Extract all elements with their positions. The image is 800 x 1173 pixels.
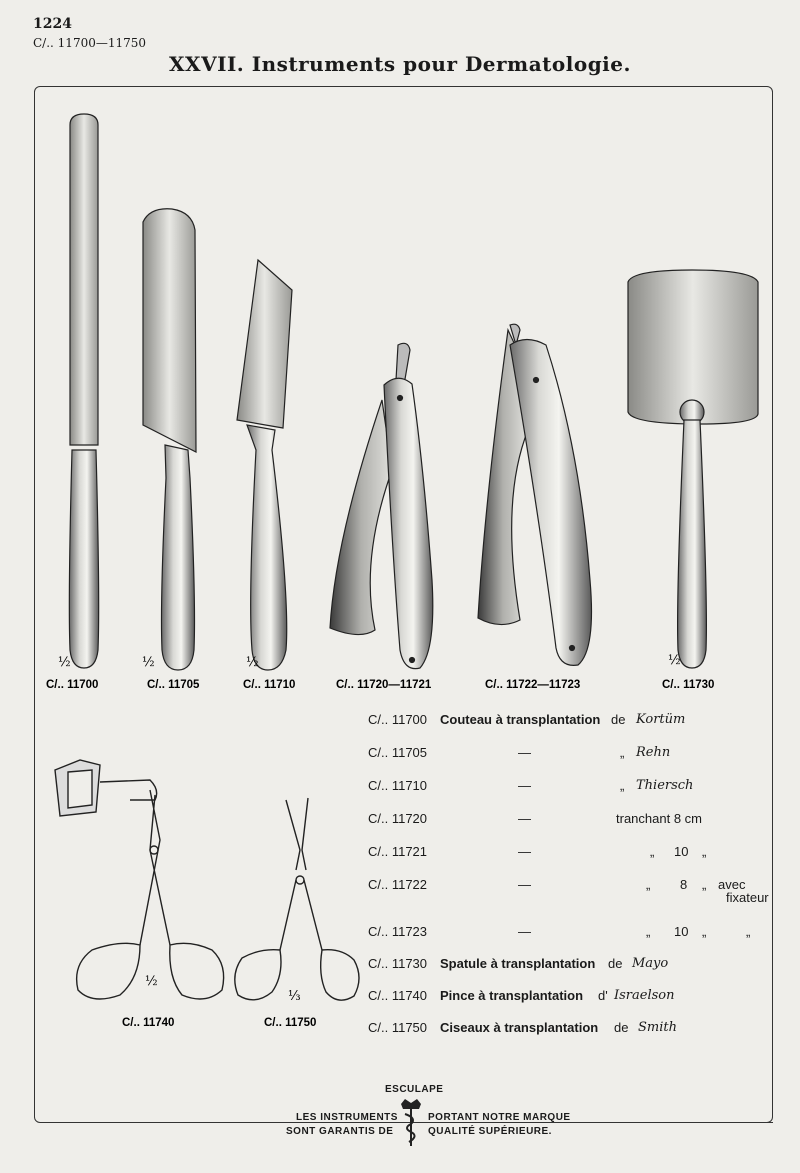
item-size: 10 (674, 924, 689, 939)
item-code: C/.. 11722 (368, 877, 428, 892)
figure-label: C/.. 11730 (662, 679, 715, 691)
scale-label: ½ (142, 655, 155, 670)
item-extra: fixateur (726, 890, 769, 905)
item-preposition: de (611, 712, 626, 727)
figure-labels (46, 653, 714, 1029)
item-dash: — (518, 877, 531, 892)
guarantee-right-line1: PORTANT NOTRE MARQUE (428, 1112, 571, 1123)
item-name: Smith (638, 1020, 677, 1035)
item-preposition: de (608, 956, 623, 971)
item-extra: avec (718, 877, 746, 892)
footer-guarantee (0, 1078, 800, 1148)
figure-label: C/.. 11700 (46, 679, 99, 691)
item-preposition: d' (598, 988, 608, 1003)
brand-name: ESCULAPE (385, 1084, 444, 1095)
item-code: C/.. 11730 (368, 956, 428, 971)
ditto-mark: „ (702, 844, 707, 859)
item-code: C/.. 11723 (368, 924, 428, 939)
item-description: Spatule à transplantation (440, 956, 596, 971)
ditto-mark: „ (650, 844, 655, 859)
item-description: Ciseaux à transplantation (440, 1020, 599, 1035)
scale-label: ⅓ (288, 989, 301, 1004)
page-number: 1224 (33, 16, 72, 32)
knife-11705-drawing (143, 209, 196, 670)
ditto-mark: „ (746, 924, 751, 939)
figure-label: C/.. 11710 (243, 679, 296, 691)
page-range: C/.. 11700—11750 (33, 36, 147, 50)
item-code: C/.. 11721 (368, 844, 428, 859)
figure-label: C/.. 11722—11723 (485, 679, 581, 691)
item-description: Pince à transplantation (440, 988, 584, 1003)
scale-label: ½ (145, 974, 158, 989)
spatula-11730-drawing (628, 270, 758, 668)
figure-label: C/.. 11705 (147, 679, 200, 691)
ditto-mark: „ (620, 778, 625, 793)
knife-11710-drawing (237, 260, 292, 670)
knife-11700-drawing (69, 114, 98, 668)
scale-label: ½ (668, 653, 681, 668)
ditto-mark: „ (646, 877, 651, 892)
item-code: C/.. 11740 (368, 988, 428, 1003)
razor-11720-drawing (330, 343, 433, 668)
item-preposition: de (614, 1020, 629, 1035)
razor-11722-drawing (478, 324, 592, 665)
figure-label: C/.. 11740 (122, 1017, 175, 1029)
item-name: Israelson (614, 988, 675, 1003)
item-dash: — (518, 924, 531, 939)
item-code: C/.. 11705 (368, 745, 428, 760)
ditto-mark: „ (702, 877, 707, 892)
ditto-mark: „ (620, 745, 625, 760)
ditto-mark: „ (702, 924, 707, 939)
item-name: Rehn (636, 745, 671, 760)
guarantee-left-line2: SONT GARANTIS DE (286, 1126, 394, 1137)
scissors-11750-drawing (235, 798, 359, 1000)
item-spec: tranchant 8 cm (616, 811, 702, 826)
ditto-mark: „ (646, 924, 651, 939)
item-name: Kortüm (636, 712, 686, 727)
item-code: C/.. 11750 (368, 1020, 428, 1035)
item-code: C/.. 11720 (368, 811, 428, 826)
scale-label: ½ (246, 655, 259, 670)
item-dash: — (518, 745, 531, 760)
scale-label: ½ (58, 655, 71, 670)
item-dash: — (518, 778, 531, 793)
item-size: 8 (680, 877, 688, 892)
item-dash: — (518, 811, 531, 826)
figure-label: C/.. 11750 (264, 1017, 317, 1029)
item-size: 10 (674, 844, 689, 859)
page-title: XXVII. Instruments pour Dermatologie. (169, 52, 631, 76)
guarantee-left-line1: LES INSTRUMENTS (296, 1112, 398, 1123)
item-name: Mayo (632, 956, 669, 971)
guarantee-right-line2: QUALITÉ SUPÉRIEURE. (428, 1126, 552, 1137)
item-dash: — (518, 844, 531, 859)
footer-rule-right (545, 1122, 773, 1123)
forceps-11740-drawing (55, 760, 224, 999)
figure-label: C/.. 11720—11721 (336, 679, 432, 691)
esculape-caduceus-logo-icon (395, 1098, 427, 1148)
item-code: C/.. 11700 (368, 712, 428, 727)
item-description: Couteau à transplantation (440, 712, 601, 727)
footer-rule-left (40, 1122, 295, 1123)
item-name: Thiersch (636, 778, 694, 793)
item-code: C/.. 11710 (368, 778, 428, 793)
